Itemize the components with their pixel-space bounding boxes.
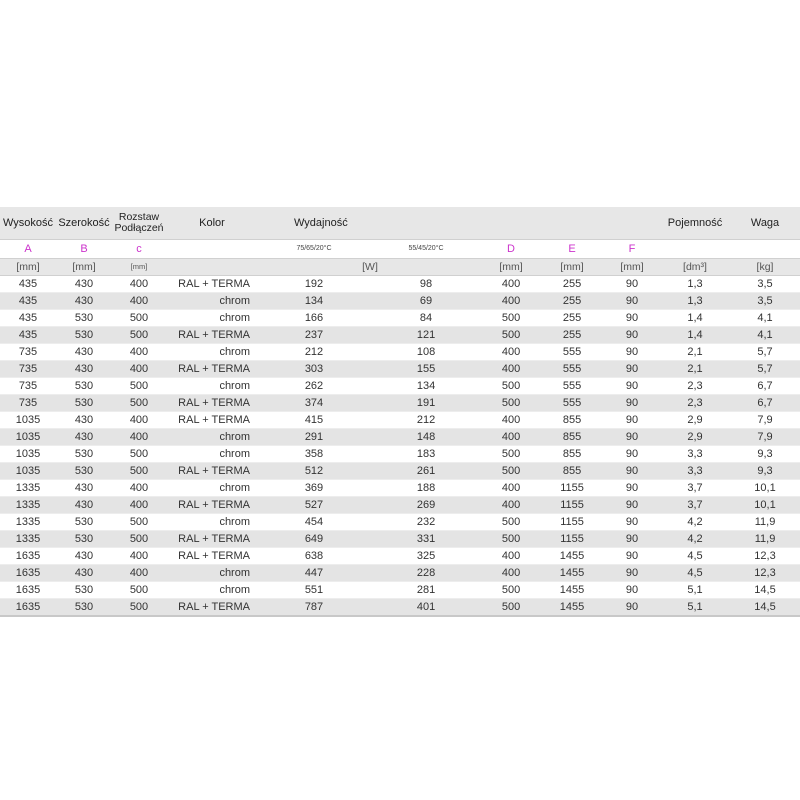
cell-waga: 9,3 xyxy=(730,446,800,463)
cell-b-mm: 430 xyxy=(56,293,112,310)
cell-pojemnosc: 3,3 xyxy=(660,446,730,463)
letter-b: B xyxy=(56,240,112,259)
cell-kolor: RAL + TERMA xyxy=(166,395,258,412)
cell-waga: 9,3 xyxy=(730,463,800,480)
cell-a-mm: 1335 xyxy=(0,531,56,548)
cell-e-mm: 555 xyxy=(540,361,604,378)
cell-w2: 325 xyxy=(370,548,482,565)
cell-w2: 401 xyxy=(370,599,482,617)
letter-c: c xyxy=(112,240,166,259)
header-e-blank xyxy=(540,207,604,240)
cell-waga: 7,9 xyxy=(730,412,800,429)
header-wysokosc: Wysokość xyxy=(0,207,56,240)
cell-b-mm: 530 xyxy=(56,446,112,463)
cell-w1: 369 xyxy=(258,480,370,497)
cell-f-mm: 90 xyxy=(604,378,660,395)
cell-f-mm: 90 xyxy=(604,599,660,617)
cell-a-mm: 1635 xyxy=(0,582,56,599)
cell-w2: 212 xyxy=(370,412,482,429)
cell-w1: 192 xyxy=(258,276,370,293)
cell-waga: 4,1 xyxy=(730,327,800,344)
cell-e-mm: 855 xyxy=(540,463,604,480)
cell-kolor: RAL + TERMA xyxy=(166,548,258,565)
cell-f-mm: 90 xyxy=(604,548,660,565)
cell-e-mm: 855 xyxy=(540,446,604,463)
cell-w2: 188 xyxy=(370,480,482,497)
cell-f-mm: 90 xyxy=(604,412,660,429)
table-row xyxy=(0,344,800,361)
cell-w2: 232 xyxy=(370,514,482,531)
cell-e-mm: 1455 xyxy=(540,599,604,617)
cell-b-mm: 530 xyxy=(56,463,112,480)
header-rozstaw-line1: Rozstaw xyxy=(118,211,160,223)
cell-waga: 6,7 xyxy=(730,378,800,395)
cell-w1: 512 xyxy=(258,463,370,480)
cell-a-mm: 1035 xyxy=(0,446,56,463)
cell-w1: 358 xyxy=(258,446,370,463)
cell-b-mm: 530 xyxy=(56,310,112,327)
cell-w2: 121 xyxy=(370,327,482,344)
cell-e-mm: 855 xyxy=(540,429,604,446)
table-row xyxy=(0,276,800,293)
cell-b-mm: 430 xyxy=(56,565,112,582)
cell-a-mm: 1335 xyxy=(0,480,56,497)
cell-pojemnosc: 3,7 xyxy=(660,480,730,497)
cell-waga: 6,7 xyxy=(730,395,800,412)
cell-c-mm: 500 xyxy=(112,463,166,480)
cell-pojemnosc: 3,7 xyxy=(660,497,730,514)
cell-b-mm: 530 xyxy=(56,327,112,344)
cell-e-mm: 255 xyxy=(540,276,604,293)
cell-pojemnosc: 2,3 xyxy=(660,395,730,412)
cell-c-mm: 500 xyxy=(112,327,166,344)
cell-d-mm: 400 xyxy=(482,548,540,565)
cell-waga: 5,7 xyxy=(730,361,800,378)
cell-w2: 191 xyxy=(370,395,482,412)
cell-pojemnosc: 4,5 xyxy=(660,565,730,582)
cell-w2: 98 xyxy=(370,276,482,293)
cell-d-mm: 500 xyxy=(482,514,540,531)
cell-waga: 5,7 xyxy=(730,344,800,361)
cell-w2: 183 xyxy=(370,446,482,463)
cell-c-mm: 500 xyxy=(112,378,166,395)
cell-kolor: chrom xyxy=(166,310,258,327)
unit-e: [mm] xyxy=(540,259,604,276)
cell-d-mm: 500 xyxy=(482,599,540,617)
cell-f-mm: 90 xyxy=(604,361,660,378)
cell-w1: 237 xyxy=(258,327,370,344)
unit-b: [mm] xyxy=(56,259,112,276)
cell-w2: 148 xyxy=(370,429,482,446)
cell-w2: 155 xyxy=(370,361,482,378)
cell-pojemnosc: 4,5 xyxy=(660,548,730,565)
table-row xyxy=(0,446,800,463)
cell-f-mm: 90 xyxy=(604,395,660,412)
cell-a-mm: 1035 xyxy=(0,429,56,446)
cell-f-mm: 90 xyxy=(604,446,660,463)
cell-waga: 12,3 xyxy=(730,565,800,582)
cell-e-mm: 255 xyxy=(540,327,604,344)
cell-w2: 269 xyxy=(370,497,482,514)
cell-waga: 3,5 xyxy=(730,276,800,293)
cell-e-mm: 1155 xyxy=(540,480,604,497)
cell-d-mm: 400 xyxy=(482,293,540,310)
cell-waga: 14,5 xyxy=(730,582,800,599)
cell-pojemnosc: 1,3 xyxy=(660,293,730,310)
cell-a-mm: 1035 xyxy=(0,412,56,429)
cell-d-mm: 500 xyxy=(482,531,540,548)
cell-kolor: chrom xyxy=(166,293,258,310)
cell-pojemnosc: 2,1 xyxy=(660,361,730,378)
cell-waga: 7,9 xyxy=(730,429,800,446)
cell-d-mm: 500 xyxy=(482,582,540,599)
cell-f-mm: 90 xyxy=(604,531,660,548)
cell-a-mm: 735 xyxy=(0,361,56,378)
cell-w1: 303 xyxy=(258,361,370,378)
cell-w2: 331 xyxy=(370,531,482,548)
cell-c-mm: 400 xyxy=(112,361,166,378)
letter-e: E xyxy=(540,240,604,259)
cell-w1: 415 xyxy=(258,412,370,429)
cell-d-mm: 400 xyxy=(482,497,540,514)
unit-c: [mm] xyxy=(112,259,166,276)
cell-w1: 649 xyxy=(258,531,370,548)
cell-b-mm: 530 xyxy=(56,531,112,548)
cell-waga: 10,1 xyxy=(730,480,800,497)
unit-poj: [dm³] xyxy=(660,259,730,276)
cell-e-mm: 1155 xyxy=(540,531,604,548)
cell-w2: 108 xyxy=(370,344,482,361)
table-row xyxy=(0,395,800,412)
table-row xyxy=(0,429,800,446)
cell-b-mm: 430 xyxy=(56,344,112,361)
table-row xyxy=(0,565,800,582)
cell-w2: 281 xyxy=(370,582,482,599)
cell-kolor: RAL + TERMA xyxy=(166,463,258,480)
unit-kolor-blank xyxy=(166,259,258,276)
subheader-w2: 55/45/20°C xyxy=(370,240,482,259)
cell-w1: 638 xyxy=(258,548,370,565)
header-f-blank xyxy=(604,207,660,240)
cell-e-mm: 255 xyxy=(540,293,604,310)
cell-pojemnosc: 4,2 xyxy=(660,514,730,531)
cell-a-mm: 1635 xyxy=(0,565,56,582)
cell-pojemnosc: 5,1 xyxy=(660,582,730,599)
cell-pojemnosc: 1,4 xyxy=(660,327,730,344)
header-szerokosc: Szerokość xyxy=(56,207,112,240)
cell-kolor: chrom xyxy=(166,429,258,446)
cell-e-mm: 1155 xyxy=(540,514,604,531)
cell-d-mm: 500 xyxy=(482,327,540,344)
cell-e-mm: 1155 xyxy=(540,497,604,514)
cell-d-mm: 400 xyxy=(482,565,540,582)
cell-d-mm: 500 xyxy=(482,310,540,327)
cell-b-mm: 530 xyxy=(56,599,112,617)
cell-waga: 11,9 xyxy=(730,514,800,531)
cell-f-mm: 90 xyxy=(604,497,660,514)
letter-kolor-blank xyxy=(166,240,258,259)
unit-waga: [kg] xyxy=(730,259,800,276)
cell-e-mm: 555 xyxy=(540,344,604,361)
cell-waga: 11,9 xyxy=(730,531,800,548)
table-row xyxy=(0,463,800,480)
cell-w1: 166 xyxy=(258,310,370,327)
cell-c-mm: 400 xyxy=(112,548,166,565)
cell-b-mm: 530 xyxy=(56,514,112,531)
cell-a-mm: 735 xyxy=(0,344,56,361)
cell-f-mm: 90 xyxy=(604,429,660,446)
cell-pojemnosc: 2,9 xyxy=(660,429,730,446)
letter-a: A xyxy=(0,240,56,259)
cell-c-mm: 500 xyxy=(112,514,166,531)
cell-kolor: RAL + TERMA xyxy=(166,327,258,344)
cell-w2: 134 xyxy=(370,378,482,395)
cell-w1: 454 xyxy=(258,514,370,531)
cell-c-mm: 400 xyxy=(112,429,166,446)
cell-waga: 10,1 xyxy=(730,497,800,514)
cell-e-mm: 1455 xyxy=(540,565,604,582)
cell-b-mm: 430 xyxy=(56,480,112,497)
cell-f-mm: 90 xyxy=(604,310,660,327)
cell-c-mm: 400 xyxy=(112,293,166,310)
table-row xyxy=(0,480,800,497)
cell-c-mm: 500 xyxy=(112,395,166,412)
cell-waga: 4,1 xyxy=(730,310,800,327)
cell-kolor: chrom xyxy=(166,565,258,582)
table-row xyxy=(0,599,800,617)
table-row xyxy=(0,378,800,395)
cell-w1: 262 xyxy=(258,378,370,395)
cell-f-mm: 90 xyxy=(604,344,660,361)
cell-c-mm: 400 xyxy=(112,344,166,361)
letter-d: D xyxy=(482,240,540,259)
cell-pojemnosc: 5,1 xyxy=(660,599,730,617)
cell-waga: 14,5 xyxy=(730,599,800,617)
cell-f-mm: 90 xyxy=(604,463,660,480)
cell-w2: 228 xyxy=(370,565,482,582)
cell-d-mm: 400 xyxy=(482,480,540,497)
cell-w2: 261 xyxy=(370,463,482,480)
letter-poj-blank xyxy=(660,240,730,259)
table-row xyxy=(0,310,800,327)
cell-kolor: chrom xyxy=(166,582,258,599)
cell-a-mm: 435 xyxy=(0,310,56,327)
cell-a-mm: 1335 xyxy=(0,514,56,531)
cell-f-mm: 90 xyxy=(604,480,660,497)
cell-e-mm: 555 xyxy=(540,378,604,395)
cell-d-mm: 400 xyxy=(482,412,540,429)
cell-c-mm: 400 xyxy=(112,276,166,293)
cell-b-mm: 430 xyxy=(56,497,112,514)
cell-d-mm: 400 xyxy=(482,276,540,293)
table-row xyxy=(0,548,800,565)
header-waga: Waga xyxy=(730,207,800,240)
header-pojemnosc: Pojemność xyxy=(660,207,730,240)
unit-a: [mm] xyxy=(0,259,56,276)
cell-c-mm: 500 xyxy=(112,582,166,599)
cell-e-mm: 255 xyxy=(540,310,604,327)
header-kolor: Kolor xyxy=(166,207,258,240)
header-rozstaw-line2: Podłączeń xyxy=(114,222,164,234)
cell-e-mm: 855 xyxy=(540,412,604,429)
cell-pojemnosc: 1,3 xyxy=(660,276,730,293)
header-d-blank xyxy=(482,207,540,240)
cell-w1: 787 xyxy=(258,599,370,617)
table-row xyxy=(0,412,800,429)
cell-c-mm: 500 xyxy=(112,599,166,617)
cell-w1: 212 xyxy=(258,344,370,361)
cell-w1: 291 xyxy=(258,429,370,446)
cell-c-mm: 400 xyxy=(112,480,166,497)
cell-c-mm: 500 xyxy=(112,310,166,327)
cell-kolor: RAL + TERMA xyxy=(166,531,258,548)
header-rozstaw xyxy=(112,207,166,240)
cell-w1: 374 xyxy=(258,395,370,412)
cell-d-mm: 500 xyxy=(482,378,540,395)
cell-kolor: chrom xyxy=(166,514,258,531)
cell-a-mm: 435 xyxy=(0,276,56,293)
cell-e-mm: 555 xyxy=(540,395,604,412)
cell-c-mm: 400 xyxy=(112,412,166,429)
cell-waga: 12,3 xyxy=(730,548,800,565)
cell-pojemnosc: 2,3 xyxy=(660,378,730,395)
cell-kolor: RAL + TERMA xyxy=(166,599,258,617)
unit-f: [mm] xyxy=(604,259,660,276)
table-row xyxy=(0,582,800,599)
table-row xyxy=(0,497,800,514)
unit-w: [W] xyxy=(258,259,482,276)
spec-table-wrapper xyxy=(0,207,800,617)
cell-w2: 69 xyxy=(370,293,482,310)
cell-b-mm: 430 xyxy=(56,276,112,293)
cell-f-mm: 90 xyxy=(604,276,660,293)
cell-f-mm: 90 xyxy=(604,514,660,531)
letter-f: F xyxy=(604,240,660,259)
cell-a-mm: 1635 xyxy=(0,599,56,617)
cell-kolor: RAL + TERMA xyxy=(166,497,258,514)
cell-a-mm: 1335 xyxy=(0,497,56,514)
cell-d-mm: 500 xyxy=(482,395,540,412)
table-row xyxy=(0,361,800,378)
cell-c-mm: 500 xyxy=(112,446,166,463)
cell-w1: 134 xyxy=(258,293,370,310)
cell-pojemnosc: 1,4 xyxy=(660,310,730,327)
cell-a-mm: 435 xyxy=(0,327,56,344)
cell-w2: 84 xyxy=(370,310,482,327)
cell-e-mm: 1455 xyxy=(540,582,604,599)
cell-e-mm: 1455 xyxy=(540,548,604,565)
cell-kolor: chrom xyxy=(166,378,258,395)
cell-a-mm: 735 xyxy=(0,378,56,395)
cell-w1: 527 xyxy=(258,497,370,514)
cell-w1: 551 xyxy=(258,582,370,599)
cell-b-mm: 430 xyxy=(56,412,112,429)
cell-a-mm: 735 xyxy=(0,395,56,412)
cell-kolor: chrom xyxy=(166,344,258,361)
cell-a-mm: 1035 xyxy=(0,463,56,480)
cell-c-mm: 400 xyxy=(112,565,166,582)
cell-f-mm: 90 xyxy=(604,293,660,310)
cell-c-mm: 400 xyxy=(112,497,166,514)
cell-a-mm: 1635 xyxy=(0,548,56,565)
cell-d-mm: 400 xyxy=(482,429,540,446)
cell-pojemnosc: 2,9 xyxy=(660,412,730,429)
cell-pojemnosc: 2,1 xyxy=(660,344,730,361)
letter-waga-blank xyxy=(730,240,800,259)
table-row xyxy=(0,514,800,531)
cell-c-mm: 500 xyxy=(112,531,166,548)
header-wydajnosc: Wydajność xyxy=(258,207,482,240)
cell-kolor: chrom xyxy=(166,446,258,463)
cell-b-mm: 530 xyxy=(56,395,112,412)
cell-kolor: chrom xyxy=(166,480,258,497)
letters-row xyxy=(0,240,800,259)
cell-b-mm: 530 xyxy=(56,582,112,599)
cell-d-mm: 400 xyxy=(482,344,540,361)
cell-f-mm: 90 xyxy=(604,327,660,344)
units-row xyxy=(0,259,800,276)
cell-d-mm: 400 xyxy=(482,361,540,378)
cell-b-mm: 430 xyxy=(56,429,112,446)
cell-f-mm: 90 xyxy=(604,565,660,582)
header-row xyxy=(0,207,800,240)
table-row xyxy=(0,327,800,344)
cell-pojemnosc: 3,3 xyxy=(660,463,730,480)
cell-w1: 447 xyxy=(258,565,370,582)
table-row xyxy=(0,293,800,310)
subheader-w1: 75/65/20°C xyxy=(258,240,370,259)
cell-kolor: RAL + TERMA xyxy=(166,412,258,429)
cell-b-mm: 430 xyxy=(56,361,112,378)
cell-d-mm: 500 xyxy=(482,463,540,480)
cell-a-mm: 435 xyxy=(0,293,56,310)
cell-d-mm: 500 xyxy=(482,446,540,463)
table-row xyxy=(0,531,800,548)
unit-d: [mm] xyxy=(482,259,540,276)
spec-table xyxy=(0,207,800,617)
cell-b-mm: 430 xyxy=(56,548,112,565)
spec-table-body xyxy=(0,276,800,617)
cell-kolor: RAL + TERMA xyxy=(166,276,258,293)
cell-b-mm: 530 xyxy=(56,378,112,395)
cell-pojemnosc: 4,2 xyxy=(660,531,730,548)
cell-waga: 3,5 xyxy=(730,293,800,310)
cell-f-mm: 90 xyxy=(604,582,660,599)
cell-kolor: RAL + TERMA xyxy=(166,361,258,378)
